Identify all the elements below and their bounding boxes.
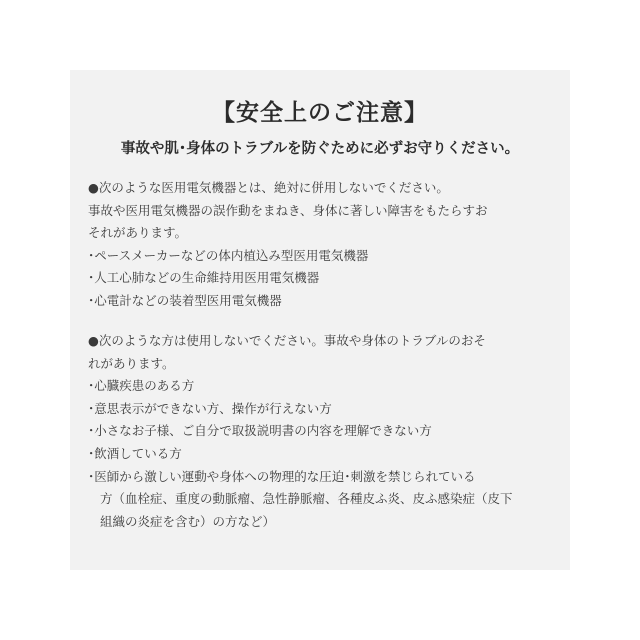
page-title: 【安全上のご注意】 [212,100,428,126]
list-item: ･心臓疾患のある方 [88,378,195,394]
section-lead-line: それがあります。 [88,225,188,241]
list-item-continuation: 組織の炎症を含む）の方など） [100,513,276,529]
page-subtitle: 事故や肌･身体のトラブルを防ぐために必ずお守りください。 [120,141,520,157]
list-item: ･小さなお子様、ご自分で取扱説明書の内容を理解できない方 [88,423,432,439]
section-restricted-users [88,330,562,533]
section-medical-devices [88,177,562,313]
list-item: ･医師から激しい運動や身体への物理的な圧迫･刺激を禁じられている [88,468,476,484]
list-item: ･ペースメーカーなどの体内植込み型医用電気機器 [88,247,369,263]
list-item: ･飲酒している方 [88,445,182,461]
safety-notice-panel [70,70,570,570]
section-lead-line: ●次のような方は使用しないでください。事故や身体のトラブルのおそ [88,333,486,348]
section-lead-line: ●次のような医用電気機器とは、絶対に併用しないでください。 [88,180,449,195]
list-item: ･心電計などの装着型医用電気機器 [88,292,282,308]
list-item-continuation: 方（血栓症、重度の動脈瘤、急性静脈瘤、各種皮ふ炎、皮ふ感染症（皮下 [100,491,513,507]
list-item: ･意思表示ができない方、操作が行えない方 [88,400,332,416]
section-lead-line: 事故や医用電気機器の誤作動をまねき、身体に著しい障害をもたらすお [88,202,488,218]
section-lead-line: れがあります。 [88,355,175,371]
list-item: ･人工心肺などの生命維持用医用電気機器 [88,270,320,286]
